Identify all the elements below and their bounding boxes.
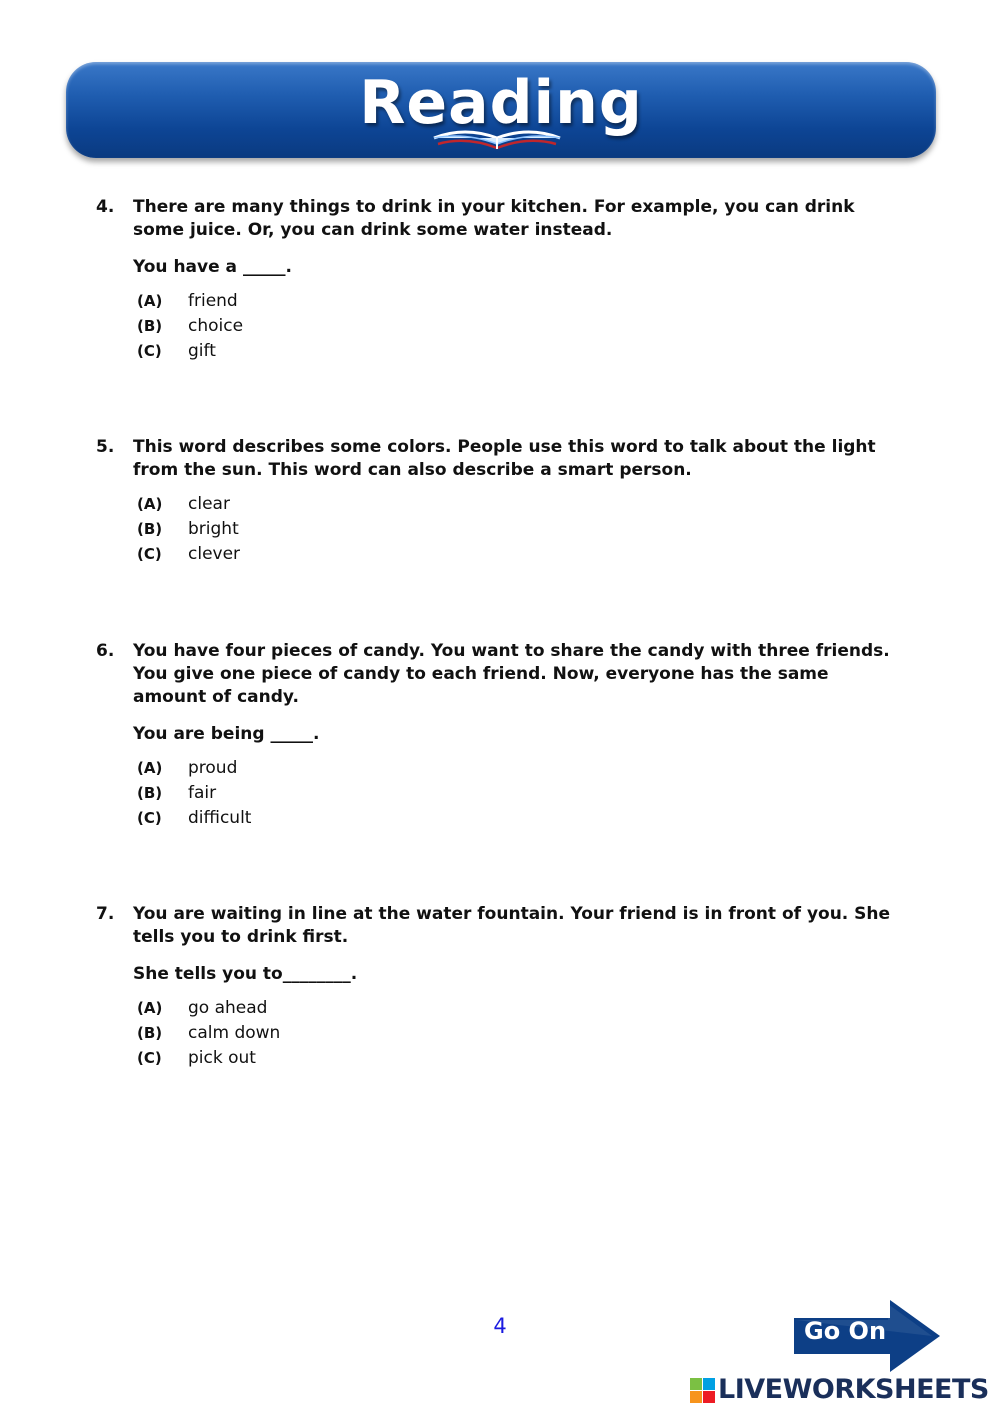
option-text: calm down bbox=[188, 1023, 281, 1043]
option-letter: (C) bbox=[137, 342, 162, 360]
question-text: You have four pieces of candy. You want to share the candy with three friends. You give one piece of candy to each friend. Now, everyone has the same amount of candy. bbox=[133, 641, 890, 707]
answer-option-b[interactable] bbox=[137, 1021, 906, 1046]
option-text: fair bbox=[188, 783, 217, 803]
option-letter: (C) bbox=[137, 809, 162, 827]
question-text: There are many things to drink in your kitchen. For example, you can drink some juice. Or, you can drink some water instead. bbox=[133, 197, 855, 240]
option-text: gift bbox=[188, 341, 216, 361]
option-letter: (A) bbox=[137, 759, 163, 777]
question-7 bbox=[96, 903, 906, 1071]
answer-options bbox=[137, 289, 906, 364]
question-number: 5. bbox=[96, 437, 115, 457]
option-text: friend bbox=[188, 291, 238, 311]
option-text: bright bbox=[188, 519, 239, 539]
option-text: pick out bbox=[188, 1048, 256, 1068]
answer-option-b[interactable] bbox=[137, 314, 906, 339]
option-letter: (B) bbox=[137, 784, 163, 802]
answer-option-a[interactable] bbox=[137, 996, 906, 1021]
page-number: 4 bbox=[493, 1314, 507, 1338]
question-number: 6. bbox=[96, 641, 115, 661]
question-4 bbox=[96, 196, 906, 364]
answer-option-c[interactable] bbox=[137, 1046, 906, 1071]
option-text: go ahead bbox=[188, 998, 268, 1018]
option-text: difficult bbox=[188, 808, 252, 828]
option-letter: (B) bbox=[137, 1024, 163, 1042]
option-letter: (A) bbox=[137, 292, 163, 310]
question-prompt: She tells you to________. bbox=[133, 964, 358, 984]
answer-option-a[interactable] bbox=[137, 492, 906, 517]
option-text: clear bbox=[188, 494, 230, 514]
option-letter: (C) bbox=[137, 545, 162, 563]
liveworksheets-brand bbox=[690, 1374, 990, 1406]
option-letter: (A) bbox=[137, 495, 163, 513]
option-letter: (B) bbox=[137, 520, 163, 538]
question-number: 7. bbox=[96, 904, 115, 924]
question-text: This word describes some colors. People use this word to talk about the light from the sun. This word can also describe a smart person. bbox=[133, 437, 876, 480]
option-text: choice bbox=[188, 316, 244, 336]
question-6 bbox=[96, 640, 906, 831]
option-letter: (C) bbox=[137, 1049, 162, 1067]
option-text: proud bbox=[188, 758, 238, 778]
answer-option-a[interactable] bbox=[137, 289, 906, 314]
answer-options bbox=[137, 492, 906, 567]
answer-option-a[interactable] bbox=[137, 756, 906, 781]
answer-option-c[interactable] bbox=[137, 339, 906, 364]
brand-name: LIVEWORKSHEETS bbox=[718, 1374, 989, 1405]
answer-option-b[interactable] bbox=[137, 517, 906, 542]
option-text: clever bbox=[188, 544, 241, 564]
open-book-icon bbox=[430, 124, 564, 154]
question-number: 4. bbox=[96, 197, 115, 217]
page-title: Reading bbox=[359, 68, 643, 138]
answer-option-b[interactable] bbox=[137, 781, 906, 806]
liveworksheets-logo-icon bbox=[690, 1378, 716, 1404]
question-5 bbox=[96, 436, 906, 567]
answer-options bbox=[137, 996, 906, 1071]
question-prompt: You are being _____. bbox=[133, 724, 320, 744]
option-letter: (A) bbox=[137, 999, 163, 1017]
answer-option-c[interactable] bbox=[137, 806, 906, 831]
answer-option-c[interactable] bbox=[137, 542, 906, 567]
option-letter: (B) bbox=[137, 317, 163, 335]
question-prompt: You have a _____. bbox=[133, 257, 292, 277]
question-text: You are waiting in line at the water fountain. Your friend is in front of you. She tells you to drink first. bbox=[133, 904, 891, 947]
answer-options bbox=[137, 756, 906, 831]
go-on-button[interactable]: Go On bbox=[804, 1317, 887, 1345]
